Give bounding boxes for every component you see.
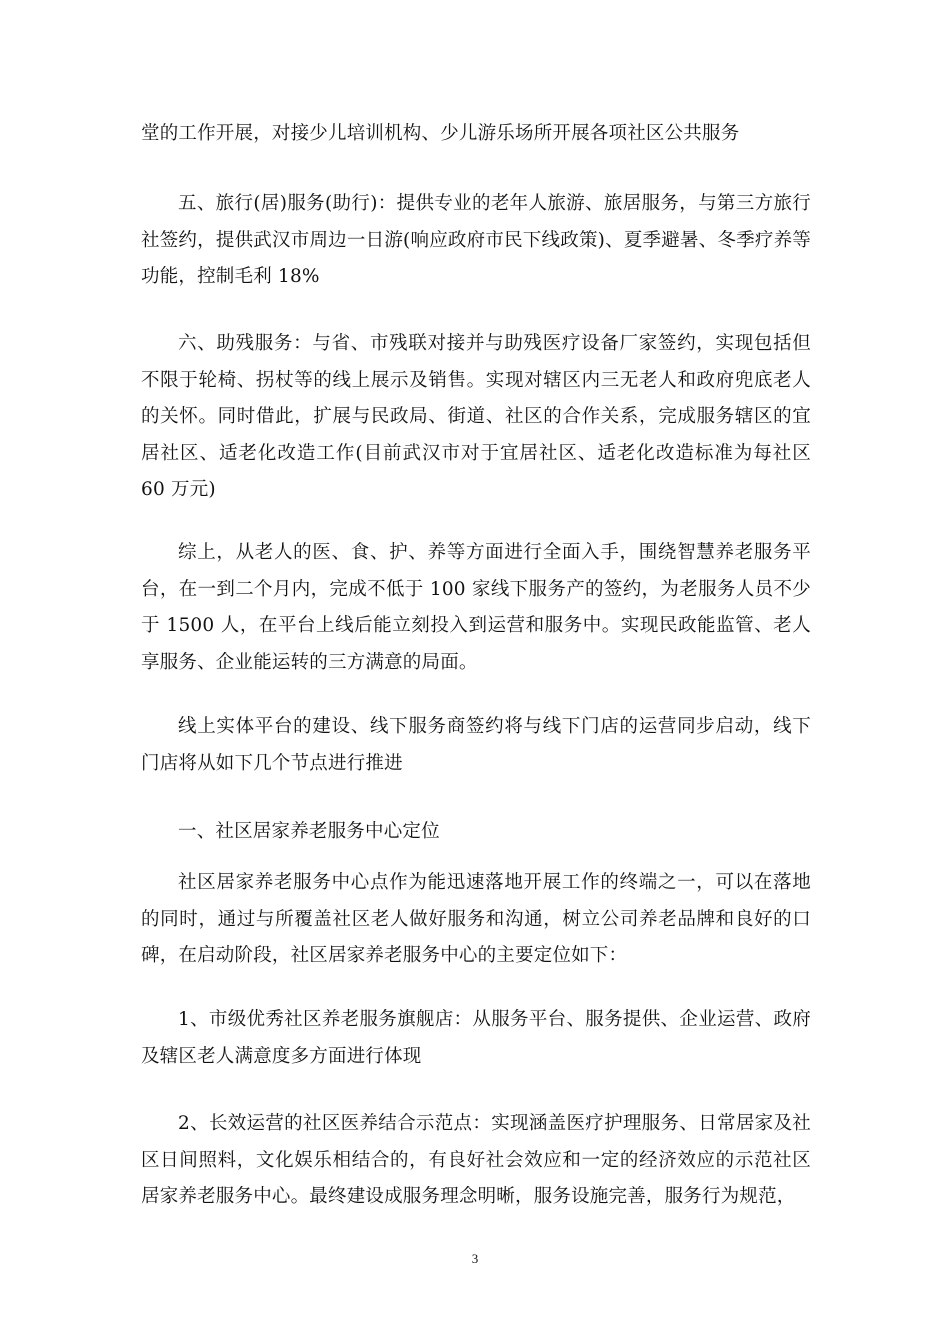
paragraph-offline-store-plan: 线上实体平台的建设、线下服务商签约将与线下门店的运营同步启动，线下门店将从如下几个节点进行推进	[141, 716, 811, 774]
paragraph-travel-service: 五、旅行(居)服务(助行)：提供专业的老年人旅游、旅居服务，与第三方旅行社签约，提供武汉市周边一日游(响应政府市民下线政策)、夏季避暑、冬季疗养等功能，控制毛利 18%	[141, 193, 811, 287]
page-number: 3	[471, 1251, 479, 1266]
section-heading-center-positioning: 一、社区居家养老服务中心定位	[178, 821, 440, 842]
list-item-flagship-store: 1、市级优秀社区养老服务旗舰店：从服务平台、服务提供、企业运营、政府及辖区老人满意度多方面进行体现	[141, 1009, 811, 1067]
list-item-demonstration-point: 2、长效运营的社区医养结合示范点：实现涵盖医疗护理服务、日常居家及社区日间照料，文化娱乐相结合的，有良好社会效应和一定的经济效应的示范社区居家养老服务中心。最终建设成服务理念明晰，服务设施完善，服务行为规范，	[141, 1113, 811, 1207]
paragraph-continuation: 堂的工作开展，对接少儿培训机构、少儿游乐场所开展各项社区公共服务	[141, 123, 740, 144]
paragraph-summary: 综上，从老人的医、食、护、养等方面进行全面入手，围绕智慧养老服务平台，在一到二个月内，完成不低于 100 家线下服务产的签约，为老服务人员不少于 1500 人，在平台上线后能立刻投入到运营和服务中。实现民政能监管、老人享服务、企业能运转的三方满意的局面。	[141, 542, 811, 673]
paragraph-disability-service: 六、助残服务：与省、市残联对接并与助残医疗设备厂家签约，实现包括但不限于轮椅、拐杖等的线上展示及销售。实现对辖区内三无老人和政府兜底老人的关怀。同时借此，扩展与民政局、街道、社区的合作关系，完成服务辖区的宜居社区、适老化改造工作(目前武汉市对于宜居社区、适老化改造标准为每社区 60 万元)	[141, 333, 811, 500]
paragraph-center-intro: 社区居家养老服务中心点作为能迅速落地开展工作的终端之一，可以在落地的同时，通过与所覆盖社区老人做好服务和沟通，树立公司养老品牌和良好的口碑，在启动阶段，社区居家养老服务中心的主要定位如下：	[141, 872, 811, 966]
